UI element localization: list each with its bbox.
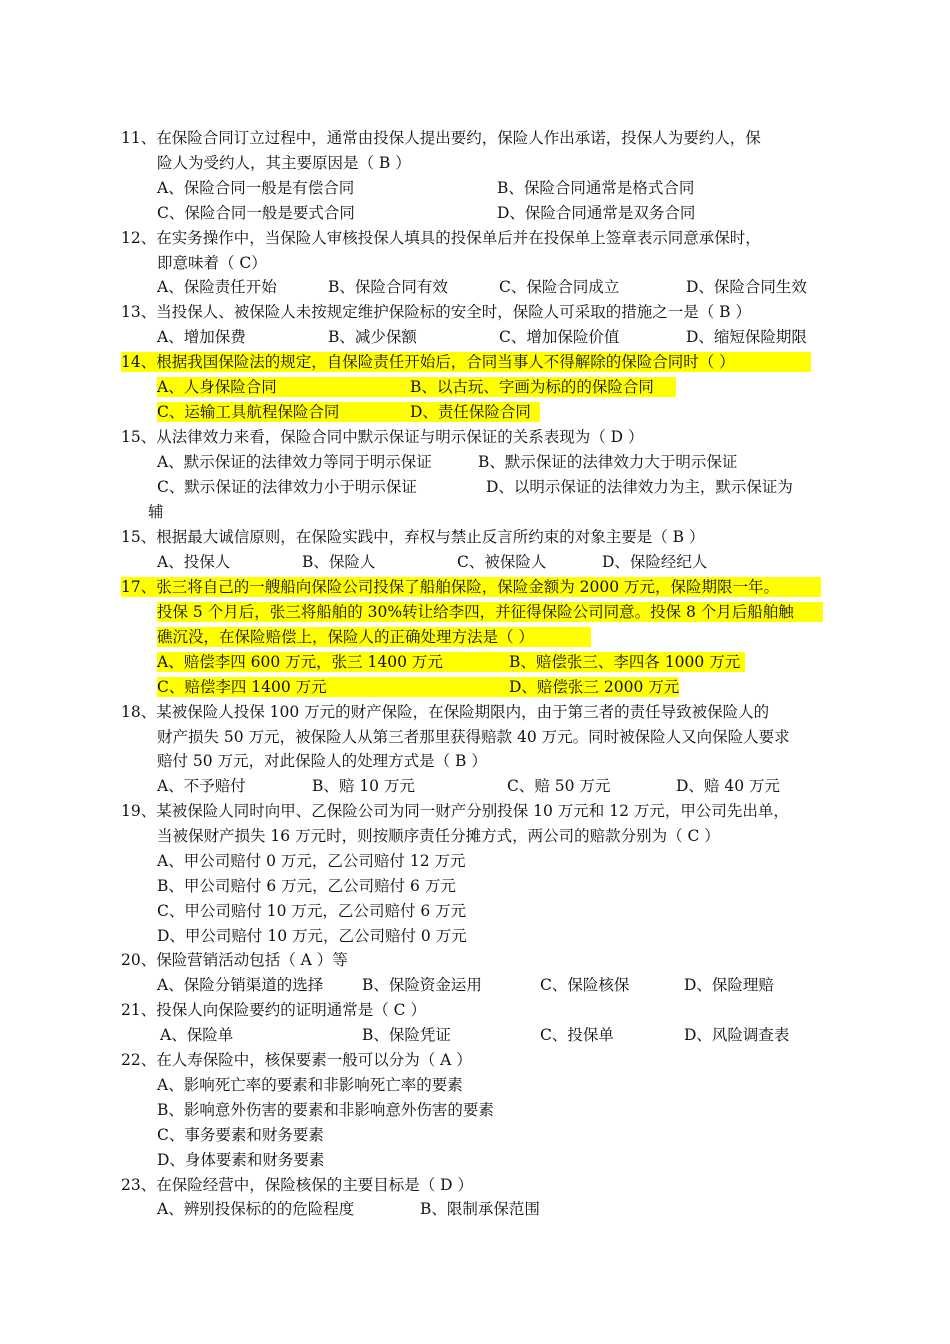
option-d: D、身体要素和财务要素 — [157, 1151, 325, 1169]
question-17-line-3: 礁沉没，在保险赔偿上，保险人的正确处理方法是（ ） — [157, 627, 591, 647]
option-b: B、赔 10 万元 — [312, 777, 415, 795]
question-17-line-2: 投保 5 个月后，张三将船舶的 30%转让给李四，并征得保险公司同意。投保 8 个月后船舶触 — [157, 602, 823, 622]
option-c: C、被保险人 — [457, 553, 547, 571]
option-a: A、保险分销渠道的选择 — [157, 976, 324, 994]
question-12-line-1: 12、在实务操作中，当保险人审核投保人填具的投保单后并在投保单上签章表示同意承保时， — [121, 229, 761, 247]
question-13-line-1: 13、当投保人、被保险人未按规定维护保险标的安全时，保险人可采取的措施之一是（ B ） — [121, 303, 751, 321]
option-d: D、保险合同生效 — [686, 278, 807, 296]
question-18-line-1: 18、某被保险人投保 100 万元的财产保险，在保险期限内，由于第三者的责任导致被保险人的 — [121, 703, 770, 721]
question-23-line-1: 23、在保险经营中，保险核保的主要目标是（ D ） — [121, 1176, 474, 1194]
question-19-line-2: 当被保财产损失 16 万元时，则按顺序责任分摊方式，两公司的赔款分别为（ C ） — [157, 827, 720, 845]
option-b: B、影响意外伤害的要素和非影响意外伤害的要素 — [157, 1101, 494, 1119]
option-b: B、以古玩、字画为标的的保险合同 — [410, 377, 676, 397]
option-c: C、甲公司赔付 10 万元，乙公司赔付 6 万元 — [157, 902, 467, 920]
question-11-line-2: 险人为受约人，其主要原因是（ B ） — [157, 154, 411, 172]
option-a: A、投保人 — [157, 553, 231, 571]
option-d: D、赔偿张三 2000 万元 — [509, 678, 680, 696]
option-d: D、保险经纪人 — [602, 553, 708, 571]
option-d-continued: 辅 — [148, 503, 164, 521]
question-22-line-1: 22、在人寿保险中，核保要素一般可以分为（ A ） — [121, 1051, 472, 1069]
question-12-line-2: 即意味着（ C） — [157, 254, 267, 272]
option-a: A、增加保费 — [157, 328, 246, 346]
question-18-line-2: 财产损失 50 万元，被保险人从第三者那里获得赔款 40 万元。同时被保险人又向保险人要求 — [157, 728, 790, 746]
option-a: A、辨别投保标的的危险程度 — [157, 1200, 355, 1218]
option-c: C、运输工具航程保险合同 — [157, 402, 410, 422]
option-a: A、保险单 — [160, 1026, 234, 1044]
option-d: D、保险理赔 — [684, 976, 774, 994]
option-a: A、赔偿李四 600 万元，张三 1400 万元 — [157, 652, 509, 672]
option-c: C、增加保险价值 — [499, 328, 620, 346]
option-b: B、保险合同通常是格式合同 — [497, 179, 695, 197]
option-c: C、保险核保 — [540, 976, 630, 994]
option-a: A、影响死亡率的要素和非影响死亡率的要素 — [157, 1076, 463, 1094]
question-17-line-1: 17、张三将自己的一艘船向保险公司投保了船舶保险，保险金额为 2000 万元，保险期限一年。 — [121, 577, 821, 597]
question-15-line-1: 15、从法律效力来看，保险合同中默示保证与明示保证的关系表现为（ D ） — [121, 428, 644, 446]
option-b: B、限制承保范围 — [420, 1200, 540, 1218]
question-14-line-1: 14、根据我国保险法的规定，自保险责任开始后，合同当事人不得解除的保险合同时（ ） — [121, 352, 811, 372]
option-d: D、保险合同通常是双务合同 — [497, 204, 696, 222]
question-11-line-1: 11、在保险合同订立过程中，通常由投保人提出要约，保险人作出承诺，投保人为要约人，保 — [121, 129, 761, 147]
option-b: B、保险人 — [302, 553, 376, 571]
option-a: A、甲公司赔付 0 万元，乙公司赔付 12 万元 — [157, 852, 466, 870]
option-c: C、赔 50 万元 — [507, 777, 611, 795]
question-19-line-1: 19、某被保险人同时向甲、乙保险公司为同一财产分别投保 10 万元和 12 万元，甲公司先出单， — [121, 802, 789, 820]
question-15b-line-1: 15、根据最大诚信原则，在保险实践中，弃权与禁止反言所约束的对象主要是（ B ） — [121, 528, 705, 546]
option-c: C、保险合同成立 — [499, 278, 620, 296]
option-b: B、保险合同有效 — [328, 278, 448, 296]
option-b: B、保险资金运用 — [362, 976, 482, 994]
option-d: D、以明示保证的法律效力为主，默示保证为 — [486, 478, 793, 496]
option-d: D、责任保险合同 — [410, 402, 540, 422]
question-21-line-1: 21、投保人向保险要约的证明通常是（ C ） — [121, 1001, 426, 1019]
option-c: C、赔偿李四 1400 万元 — [157, 677, 509, 697]
option-d: D、甲公司赔付 10 万元，乙公司赔付 0 万元 — [157, 927, 467, 945]
question-20-line-1: 20、保险营销活动包括（ A ）等 — [121, 951, 348, 969]
option-b: B、减少保额 — [328, 328, 417, 346]
option-b: B、保险凭证 — [362, 1026, 451, 1044]
option-a: A、默示保证的法律效力等同于明示保证 — [157, 453, 432, 471]
option-b: B、默示保证的法律效力大于明示保证 — [478, 453, 738, 471]
option-d: D、缩短保险期限 — [686, 328, 807, 346]
option-c: C、投保单 — [540, 1026, 614, 1044]
option-b: B、甲公司赔付 6 万元，乙公司赔付 6 万元 — [157, 877, 456, 895]
option-a: A、人身保险合同 — [157, 377, 410, 397]
option-a: A、保险责任开始 — [157, 278, 277, 296]
option-c: C、保险合同一般是要式合同 — [157, 204, 355, 222]
question-18-line-3: 赔付 50 万元，对此保险人的处理方式是（ B ） — [157, 752, 487, 770]
option-d: D、风险调查表 — [684, 1026, 790, 1044]
option-a: A、保险合同一般是有偿合同 — [157, 179, 355, 197]
option-b: B、赔偿张三、李四各 1000 万元 — [509, 652, 745, 672]
option-a: A、不予赔付 — [157, 777, 246, 795]
option-c: C、默示保证的法律效力小于明示保证 — [157, 478, 417, 496]
option-d: D、赔 40 万元 — [676, 777, 781, 795]
option-c: C、事务要素和财务要素 — [157, 1126, 324, 1144]
